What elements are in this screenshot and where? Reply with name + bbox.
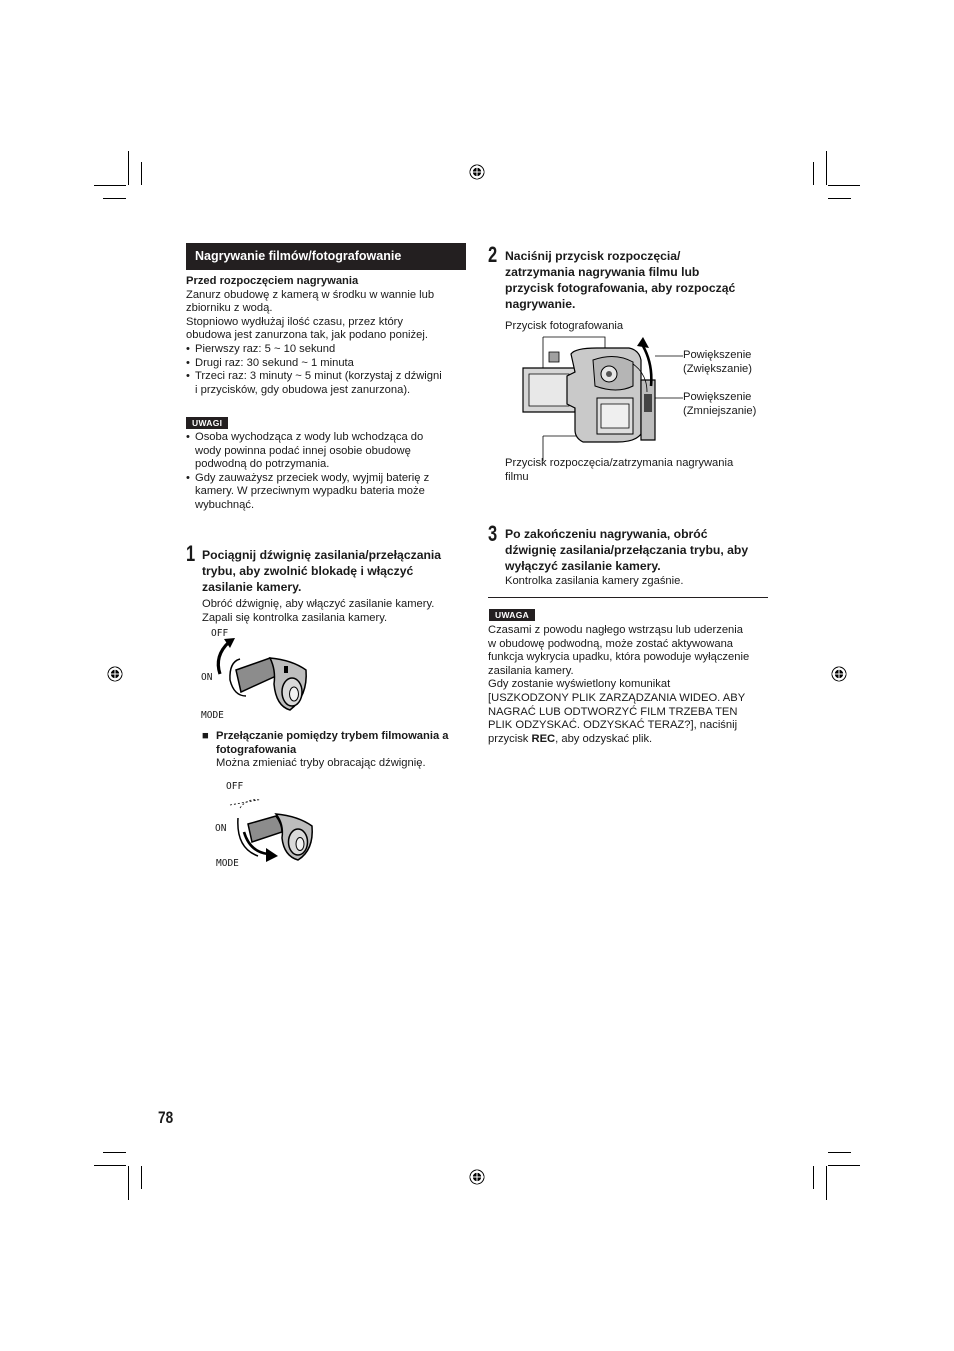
registration-mark-icon bbox=[107, 666, 123, 682]
list-item: • Osoba wychodząca z wody lub wchodząca do wody powinna podać innej osobie obudowę podwodną do potrzymania. bbox=[186, 431, 424, 471]
before-recording-title: Przed rozpoczęciem nagrywania bbox=[186, 275, 359, 287]
before-recording-line: zbiorniku z wodą. bbox=[186, 302, 273, 315]
list-item: • Drugi raz: 30 sekund ~ 1 minuta bbox=[186, 356, 354, 369]
registration-mark-icon bbox=[469, 164, 485, 180]
before-recording-line: Stopniowo wydłużaj ilość czasu, przez który bbox=[186, 315, 404, 328]
note-badge: UWAGA bbox=[489, 609, 535, 621]
note-text: Czasami z powodu nagłego wstrząsu lub uderzenia w obudowę podwodną, może zostać aktywowana funkcja wykrycia upadku, która powoduje wyłączenie zasilania kamery. Gdy zostanie wyświetlony komunikat [USZKODZONY PLIK ZARZĄDZANIA WIDEO. ABY NAGRAĆ LUB ODTWORZYĆ FILM TRZEBA TEN PLIK ODZYSKAĆ. ODZYSKAĆ TERAZ?], naciśnij przycisk REC, aby odzyskać plik. bbox=[488, 624, 750, 745]
before-recording-line: obudowa jest zanurzona tak, jak podano poniżej. bbox=[186, 329, 428, 342]
mode-switch-subsection: ■ Przełączanie pomiędzy trybem filmowania a fotografowania Można zmieniać tryby obracając dźwignię. bbox=[202, 730, 449, 770]
step-number: 3 bbox=[488, 521, 498, 546]
lever-label-on: ON bbox=[215, 823, 227, 834]
lever-icon bbox=[196, 626, 316, 726]
step-heading: Naciśnij przycisk rozpoczęcia/ zatrzymania nagrywania filmu lub przycisk fotografowania, aby rozpocząć nagrywanie. bbox=[505, 249, 736, 311]
step-body: Obróć dźwignię, aby włączyć zasilanie kamery. Zapali się kontrolka zasilania kamery. bbox=[202, 598, 435, 624]
lever-label-off: OFF bbox=[211, 628, 229, 639]
photo-button-label: Przycisk fotografowania bbox=[505, 320, 624, 332]
lever-icon bbox=[210, 778, 330, 873]
step-heading: Po zakończeniu nagrywania, obróć dźwignię zasilania/przełączania trybu, aby wyłączyć zasilanie kamery. bbox=[505, 527, 749, 573]
step-number: 1 bbox=[186, 541, 196, 566]
list-item: • Trzeci raz: 3 minuty ~ 5 minut (korzystaj z dźwigni i przycisków, gdy obudowa jest zanurzona). bbox=[186, 370, 442, 396]
mode-lever-illustration bbox=[210, 778, 330, 873]
step-number: 2 bbox=[488, 242, 498, 267]
housing-illustration bbox=[505, 334, 685, 464]
step-body: Kontrolka zasilania kamery zgaśnie. bbox=[505, 575, 684, 587]
lever-label-off: OFF bbox=[226, 781, 244, 792]
before-recording bbox=[186, 275, 471, 397]
zoom-out-label: Powiększenie (Zmniejszanie) bbox=[683, 391, 757, 417]
section-header: Nagrywanie filmów/fotografowanie bbox=[186, 243, 466, 270]
list-item: • Pierwszy raz: 5 ~ 10 sekund bbox=[186, 342, 336, 355]
power-lever-illustration bbox=[196, 626, 316, 726]
zoom-in-label: Powiększenie (Zwiększanie) bbox=[683, 349, 753, 375]
square-bullet-icon: ■ bbox=[202, 730, 209, 742]
before-recording-line: Zanurz obudowę z kamerą w środku w wannie lub bbox=[186, 288, 435, 301]
divider bbox=[488, 597, 768, 598]
registration-mark-icon bbox=[831, 666, 847, 682]
notes-badge: UWAGI bbox=[186, 417, 228, 429]
lever-label-on: ON bbox=[201, 672, 213, 683]
page-number: 78 bbox=[158, 1108, 174, 1127]
lever-label-mode: MODE bbox=[216, 858, 239, 869]
rec-button-label: Przycisk rozpoczęcia/zatrzymania nagrywania filmu bbox=[505, 457, 734, 483]
notes-list bbox=[186, 431, 471, 513]
lever-label-mode: MODE bbox=[201, 710, 224, 721]
list-item: • Gdy zauważysz przeciek wody, wyjmij baterię z kamery. W przeciwnym wypadku bateria może wybuchnąć. bbox=[186, 471, 430, 511]
registration-mark-icon bbox=[469, 1169, 485, 1185]
rec-keyword: REC bbox=[531, 732, 556, 745]
step-heading: Pociągnij dźwignię zasilania/przełączania trybu, aby zwolnić blokadę i włączyć zasilanie kamery. bbox=[202, 548, 442, 594]
